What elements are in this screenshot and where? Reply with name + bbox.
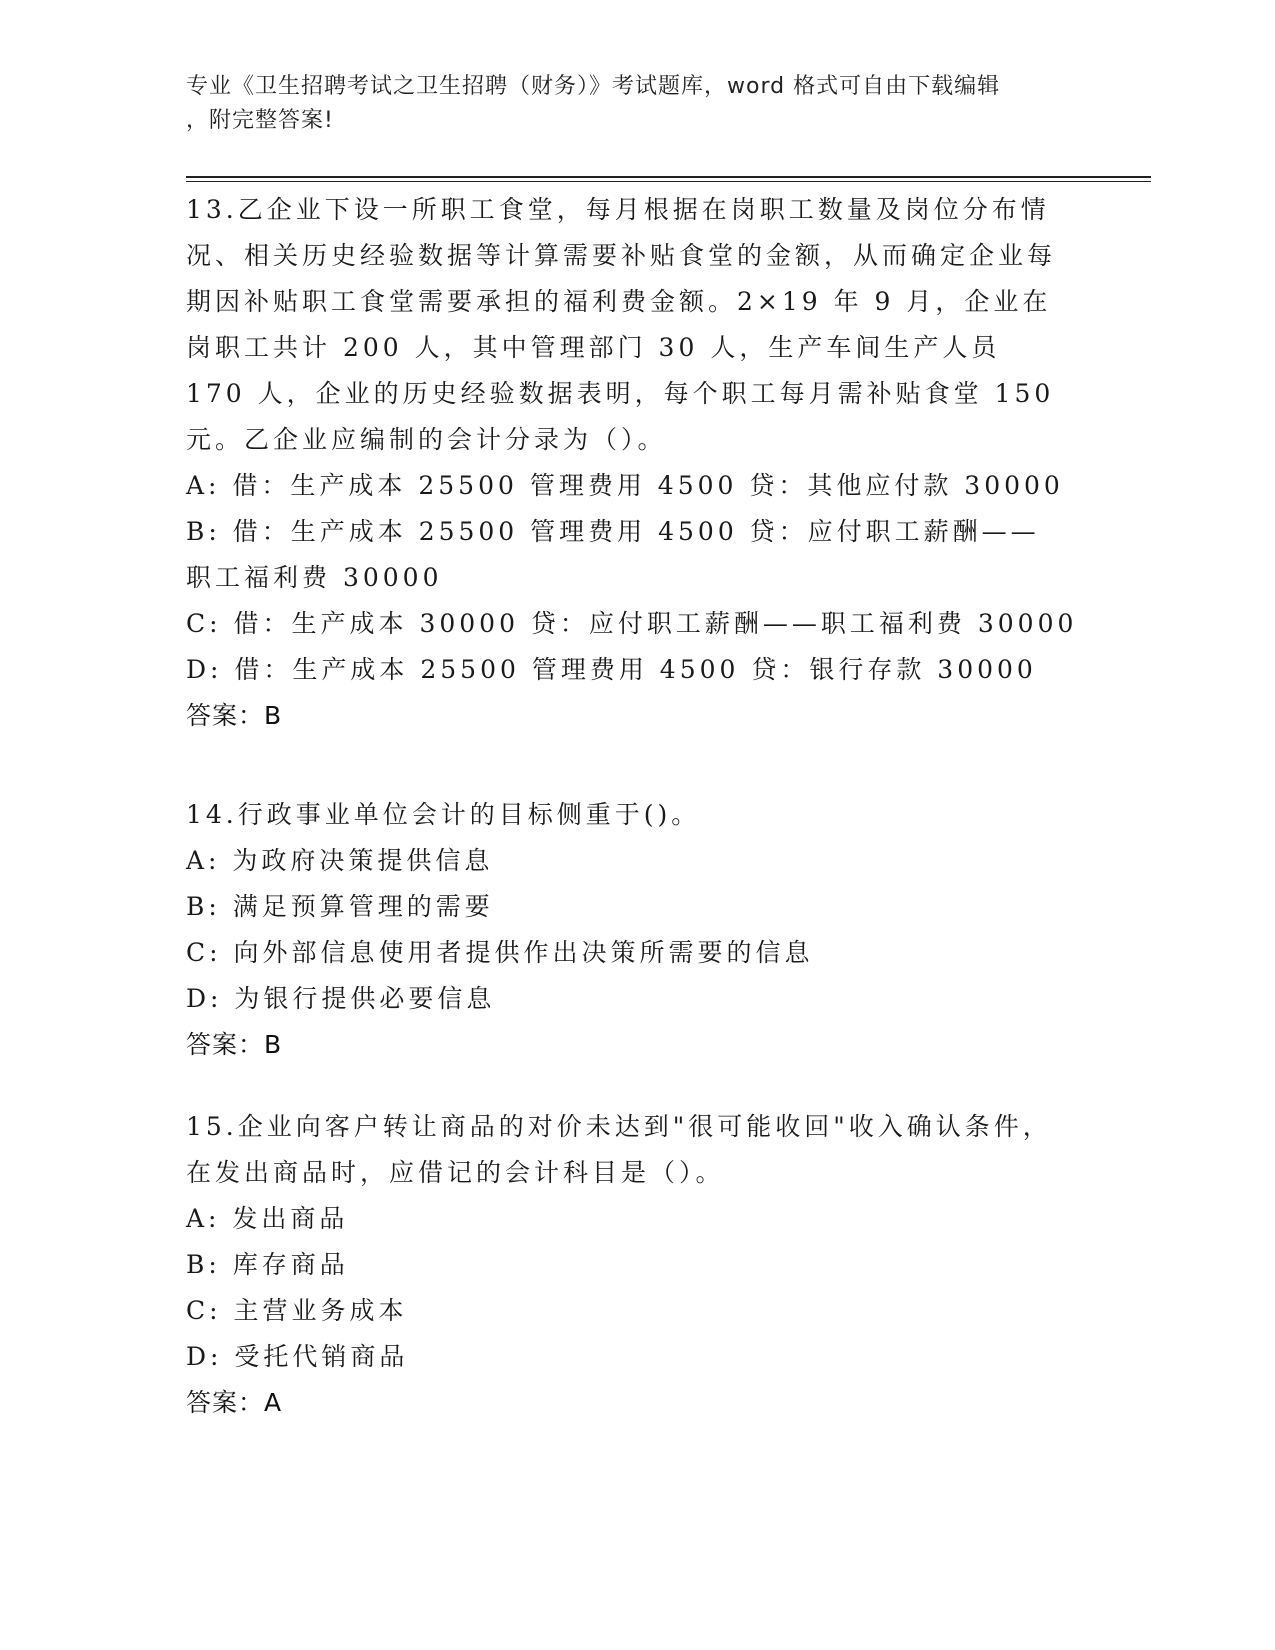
answer-label: 答案：A bbox=[186, 1388, 283, 1417]
answer-label: 答案：B bbox=[186, 701, 283, 730]
question-stem: 13.乙企业下设一所职工食堂，每月根据在岗职工数量及岗位分布情况、相关历史经验数据等计算需要补贴食堂的金额，从而确定企业每期因补贴职工食堂需要承担的福利费金额。2×19 年 9 月，企业在岗职工共计 200 人，其中管理部门 30 人，生产车间生产人员 170 人，企业的历史经验数据表明，每个职工每月需补贴食堂 150 元。乙企业应编制的会计分录为（）。 bbox=[186, 195, 1057, 454]
header-divider-thin bbox=[186, 181, 1151, 182]
answer-label: 答案：B bbox=[186, 1030, 283, 1059]
question-stem: 14.行政事业单位会计的目标侧重于()。 bbox=[186, 800, 701, 829]
option-b: B: 库存商品 bbox=[186, 1250, 349, 1279]
option-d: D: 为银行提供必要信息 bbox=[186, 984, 496, 1013]
question-stem: 15.企业向客户转让商品的对价未达到"很可能收回"收入确认条件，在发出商品时，应借记的会计科目是（）。 bbox=[186, 1112, 1052, 1187]
option-a: A: 为政府决策提供信息 bbox=[186, 846, 494, 875]
option-c: C: 借：生产成本 30000 贷：应付职工薪酬——职工福利费 30000 bbox=[186, 609, 1078, 638]
option-c: C: 向外部信息使用者提供作出决策所需要的信息 bbox=[186, 938, 814, 967]
option-d: D: 借：生产成本 25500 管理费用 4500 贷：银行存款 30000 bbox=[186, 655, 1037, 684]
header-line-1: 专业《卫生招聘考试之卫生招聘（财务）》考试题库，word 格式可自由下载编辑 bbox=[186, 74, 1001, 99]
option-b: B: 满足预算管理的需要 bbox=[186, 892, 494, 921]
option-a: A: 发出商品 bbox=[186, 1204, 349, 1233]
option-a: A: 借：生产成本 25500 管理费用 4500 贷：其他应付款 30000 bbox=[186, 471, 1064, 500]
header-divider-thick bbox=[186, 176, 1151, 178]
document-header bbox=[186, 70, 1076, 138]
option-c: C: 主营业务成本 bbox=[186, 1296, 408, 1325]
option-d: D: 受托代销商品 bbox=[186, 1342, 409, 1371]
question-14 bbox=[186, 792, 1086, 1068]
question-15 bbox=[186, 1104, 1086, 1426]
option-b: B: 借：生产成本 25500 管理费用 4500 贷：应付职工薪酬——职工福利费 30000 bbox=[186, 517, 1040, 592]
question-13 bbox=[186, 187, 1086, 739]
header-line-2: ，附完整答案! bbox=[186, 108, 334, 133]
